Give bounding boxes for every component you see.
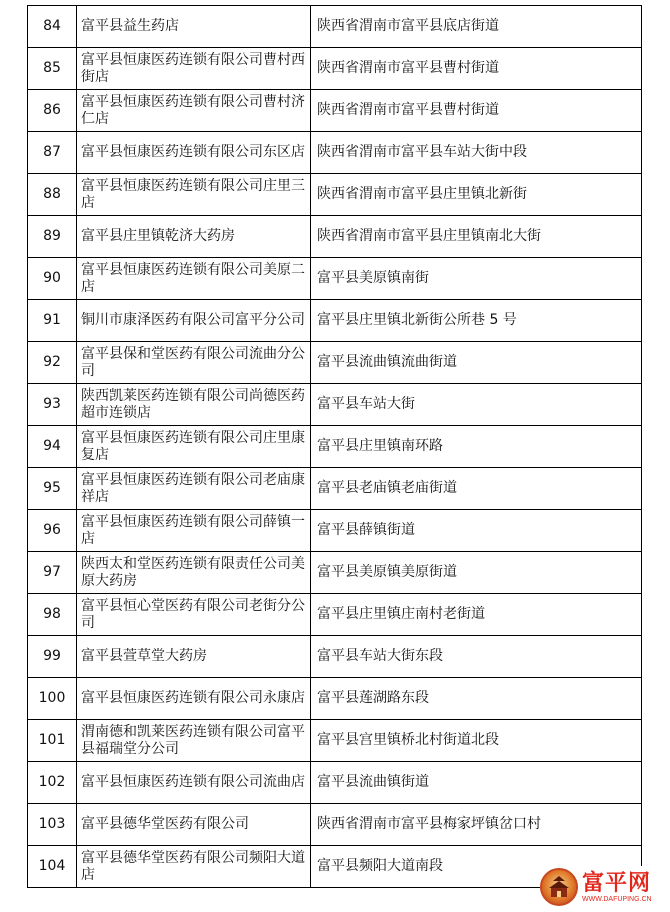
table-row	[28, 762, 642, 804]
pharmacy-name: 富平县庄里镇乾济大药房	[77, 216, 311, 258]
pharmacy-name: 富平县恒康医药连锁有限公司东区店	[77, 132, 311, 174]
pharmacy-address: 富平县庄里镇南环路	[311, 426, 642, 468]
row-number: 96	[28, 510, 77, 552]
pharmacy-name: 富平县恒康医药连锁有限公司曹村济仁店	[77, 90, 311, 132]
pharmacy-address: 陕西省渭南市富平县底店街道	[311, 6, 642, 48]
pharmacy-table	[27, 5, 642, 888]
table-row	[28, 636, 642, 678]
pharmacy-address: 富平县莲湖路东段	[311, 678, 642, 720]
pharmacy-address: 富平县车站大街东段	[311, 636, 642, 678]
brand-url: WWW.DAFUPING.CN	[582, 895, 652, 903]
pharmacy-name: 富平县恒康医药连锁有限公司薛镇一店	[77, 510, 311, 552]
table-row	[28, 6, 642, 48]
row-number: 95	[28, 468, 77, 510]
pharmacy-name: 富平县德华堂医药有限公司	[77, 804, 311, 846]
table-row	[28, 384, 642, 426]
row-number: 100	[28, 678, 77, 720]
pharmacy-address: 陕西省渭南市富平县曹村街道	[311, 90, 642, 132]
row-number: 97	[28, 552, 77, 594]
table-row	[28, 132, 642, 174]
table-row	[28, 300, 642, 342]
pharmacy-address: 富平县美原镇美原街道	[311, 552, 642, 594]
row-number: 94	[28, 426, 77, 468]
row-number: 91	[28, 300, 77, 342]
row-number: 93	[28, 384, 77, 426]
pharmacy-address: 富平县老庙镇老庙街道	[311, 468, 642, 510]
table-row	[28, 342, 642, 384]
row-number: 103	[28, 804, 77, 846]
pharmacy-name: 富平县益生药店	[77, 6, 311, 48]
pharmacy-address: 富平县庄里镇北新街公所巷 5 号	[311, 300, 642, 342]
pharmacy-address: 富平县频阳大道南段	[311, 846, 642, 888]
row-number: 89	[28, 216, 77, 258]
table-row	[28, 216, 642, 258]
pharmacy-name: 陕西凯莱医药连锁有限公司尚德医药超市连锁店	[77, 384, 311, 426]
pharmacy-name: 富平县保和堂医药有限公司流曲分公司	[77, 342, 311, 384]
pharmacy-name: 富平县恒康医药连锁有限公司永康店	[77, 678, 311, 720]
table-row	[28, 426, 642, 468]
pharmacy-name: 渭南德和凯莱医药连锁有限公司富平县福瑞堂分公司	[77, 720, 311, 762]
table-row	[28, 174, 642, 216]
row-number: 102	[28, 762, 77, 804]
pharmacy-name: 富平县萱草堂大药房	[77, 636, 311, 678]
table-row	[28, 552, 642, 594]
pharmacy-name: 富平县恒康医药连锁有限公司庄里三店	[77, 174, 311, 216]
pharmacy-address: 富平县车站大街	[311, 384, 642, 426]
row-number: 85	[28, 48, 77, 90]
row-number: 88	[28, 174, 77, 216]
row-number: 99	[28, 636, 77, 678]
pharmacy-address: 陕西省渭南市富平县车站大街中段	[311, 132, 642, 174]
pharmacy-address: 陕西省渭南市富平县梅家坪镇岔口村	[311, 804, 642, 846]
table-row	[28, 804, 642, 846]
pharmacy-address: 富平县宫里镇桥北村街道北段	[311, 720, 642, 762]
table-row	[28, 468, 642, 510]
pharmacy-name: 铜川市康泽医药有限公司富平分公司	[77, 300, 311, 342]
tower-emblem-icon	[540, 868, 578, 906]
pharmacy-name: 富平县恒康医药连锁有限公司老庙康祥店	[77, 468, 311, 510]
pharmacy-name: 富平县恒心堂医药有限公司老街分公司	[77, 594, 311, 636]
row-number: 101	[28, 720, 77, 762]
pharmacy-address: 富平县流曲镇流曲街道	[311, 342, 642, 384]
pharmacy-name: 富平县恒康医药连锁有限公司曹村西街店	[77, 48, 311, 90]
row-number: 104	[28, 846, 77, 888]
pharmacy-name: 富平县恒康医药连锁有限公司流曲店	[77, 762, 311, 804]
row-number: 86	[28, 90, 77, 132]
pharmacy-address: 陕西省渭南市富平县庄里镇北新街	[311, 174, 642, 216]
pharmacy-address: 富平县流曲镇街道	[311, 762, 642, 804]
table-row	[28, 510, 642, 552]
pharmacy-address: 陕西省渭南市富平县曹村街道	[311, 48, 642, 90]
pharmacy-name: 富平县恒康医药连锁有限公司美原二店	[77, 258, 311, 300]
table-row	[28, 90, 642, 132]
pharmacy-address: 富平县美原镇南街	[311, 258, 642, 300]
table-row	[28, 594, 642, 636]
table-row	[28, 258, 642, 300]
site-watermark	[540, 866, 666, 908]
pharmacy-name: 富平县恒康医药连锁有限公司庄里康复店	[77, 426, 311, 468]
pharmacy-name: 陕西太和堂医药连锁有限责任公司美原大药房	[77, 552, 311, 594]
row-number: 92	[28, 342, 77, 384]
pharmacy-address: 陕西省渭南市富平县庄里镇南北大街	[311, 216, 642, 258]
table-row	[28, 720, 642, 762]
row-number: 90	[28, 258, 77, 300]
pharmacy-address: 富平县庄里镇庄南村老街道	[311, 594, 642, 636]
pharmacy-table-body	[28, 6, 642, 888]
row-number: 87	[28, 132, 77, 174]
pharmacy-name: 富平县德华堂医药有限公司频阳大道店	[77, 846, 311, 888]
table-row	[28, 48, 642, 90]
row-number: 84	[28, 6, 77, 48]
table-row	[28, 678, 642, 720]
pharmacy-address: 富平县薛镇街道	[311, 510, 642, 552]
brand-name: 富平网	[582, 869, 652, 896]
row-number: 98	[28, 594, 77, 636]
